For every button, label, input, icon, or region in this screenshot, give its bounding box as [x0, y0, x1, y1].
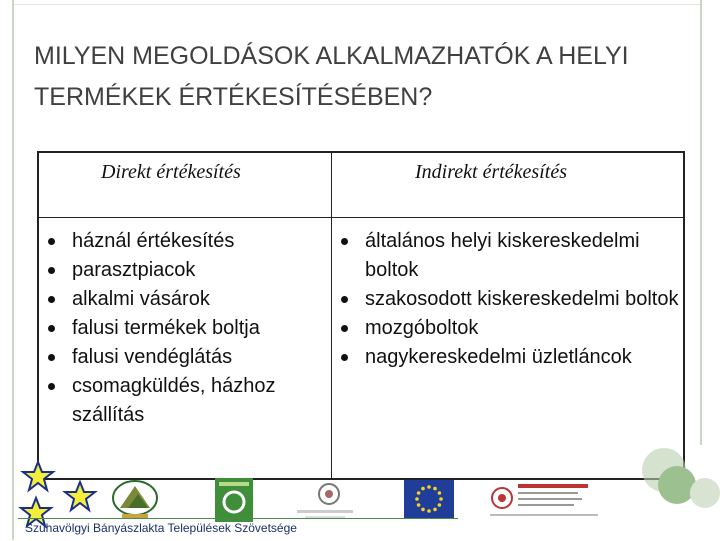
ecolabel-logo — [215, 478, 253, 522]
leader-logo — [110, 478, 160, 522]
star-icon — [65, 482, 95, 510]
decorative-circle — [690, 478, 720, 508]
table-column-divider — [331, 153, 332, 478]
list-item: mozgóboltok — [337, 314, 682, 343]
direct-sales-header: Direkt értékesítés — [101, 161, 241, 183]
slide-title-line1: MILYEN MEGOLDÁSOK ALKALMAZHATÓK A HELYI — [34, 42, 629, 70]
hungary-program-logo — [490, 478, 600, 522]
list-item: nagykereskedelmi üzletláncok — [337, 343, 682, 372]
list-item: háznál értékesítés — [44, 227, 329, 256]
footer-organization: Szuhavölgyi Bányászlakta Települések Szövetsége — [25, 521, 297, 535]
slide-title-line2: TERMÉKEK ÉRTÉKESÍTÉSÉBEN? — [34, 83, 433, 111]
indirect-sales-list — [337, 227, 682, 372]
slide-frame-top — [12, 4, 702, 5]
slide-title — [34, 36, 720, 118]
list-item: szakosodott kiskereskedelmi boltok — [337, 285, 682, 314]
list-item: falusi termékek boltja — [44, 314, 329, 343]
eu-flag-logo — [404, 478, 454, 522]
star-icon — [23, 462, 53, 490]
list-item: parasztpiacok — [44, 256, 329, 285]
sales-comparison-table — [37, 151, 685, 480]
list-item: falusi vendéglátás — [44, 343, 329, 372]
ministry-logo — [295, 478, 355, 522]
list-item: csomagküldés, házhoz szállítás — [44, 372, 329, 430]
list-item: általános helyi kiskereskedelmi boltok — [337, 227, 682, 285]
indirect-sales-header: Indirekt értékesítés — [415, 161, 567, 183]
direct-sales-list — [44, 227, 329, 430]
slide-frame-left — [12, 0, 14, 540]
list-item: alkalmi vásárok — [44, 285, 329, 314]
